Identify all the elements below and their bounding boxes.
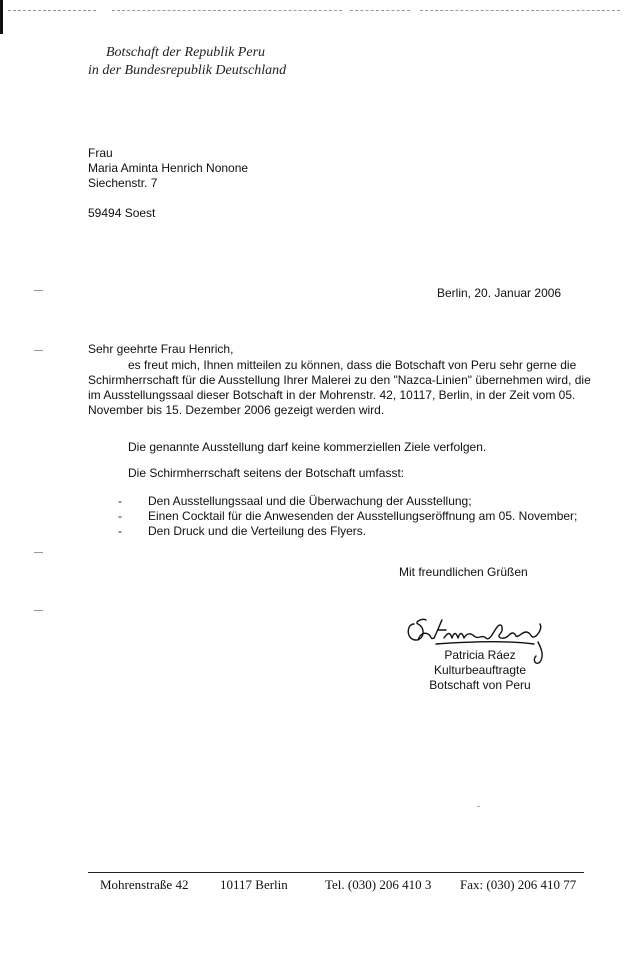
body-paragraph-2: Die genannte Ausstellung darf keine kommerziellen Ziele verfolgen. <box>128 440 487 454</box>
recipient-street: Siechenstr. 7 <box>88 176 158 190</box>
letterhead <box>88 44 286 80</box>
scan-mark <box>112 10 342 11</box>
letterhead-line-1: Botschaft der Republik Peru <box>106 45 266 60</box>
scan-mark <box>34 610 43 611</box>
recipient-city: 59494 Soest <box>88 206 156 220</box>
signatory-org: Botschaft von Peru <box>429 678 531 692</box>
scan-mark <box>8 10 96 11</box>
list-item: - Einen Cocktail für die Anwesenden der Ausstellungseröffnung am 05. November; <box>118 509 577 524</box>
footer-street: Mohrenstraße 42 <box>100 877 189 892</box>
signature-text <box>380 648 580 693</box>
letter-date: Berlin, 20. Januar 2006 <box>437 286 562 300</box>
scan-mark <box>34 290 43 291</box>
scan-mark <box>477 806 480 807</box>
footer-rule <box>88 872 584 873</box>
list-item: - Den Ausstellungssaal und die Überwachung der Ausstellung; <box>118 494 577 509</box>
scan-mark <box>420 10 620 11</box>
list-item: - Den Druck und die Verteilung des Flyers. <box>118 524 577 539</box>
signatory-title: Kulturbeauftragte <box>433 663 527 677</box>
coverage-list <box>118 494 577 539</box>
signatory-name: Patricia Ráez <box>444 648 516 662</box>
footer-city: 10117 Berlin <box>220 877 288 892</box>
recipient-title: Frau <box>88 146 113 160</box>
body-paragraph-1 <box>88 358 598 418</box>
recipient-name: Maria Aminta Henrich Nonone <box>88 161 249 175</box>
salutation: Sehr geehrte Frau Henrich, <box>88 342 234 356</box>
scan-mark <box>350 10 410 11</box>
scan-mark <box>0 0 3 34</box>
footer-fax: Fax: (030) 206 410 77 <box>460 877 577 892</box>
footer-tel: Tel. (030) 206 410 3 <box>325 877 432 892</box>
footer <box>100 877 590 893</box>
scan-mark <box>34 552 43 553</box>
scan-mark <box>34 350 43 351</box>
closing: Mit freundlichen Grüßen <box>399 565 528 579</box>
body-paragraph-3: Die Schirmherrschaft seitens der Botschaft umfasst: <box>128 466 405 480</box>
body-paragraph-1-text: es freut mich, Ihnen mitteilen zu können, dass die Botschaft von Peru sehr gerne die Schirmherrschaft für die Ausstellung Ihrer Malerei zu den "Nazca-Linien" übernehmen wird, die im Ausstellungssaal dieser Botschaft in der Mohrenstr. 42, 10117, Berlin, in der Zeit vom 05. November bis 15. Dezember 2006 gezeigt werden wird. <box>88 358 591 417</box>
recipient-address <box>88 146 248 221</box>
letterhead-line-2: in der Bundesrepublik Deutschland <box>88 63 287 78</box>
